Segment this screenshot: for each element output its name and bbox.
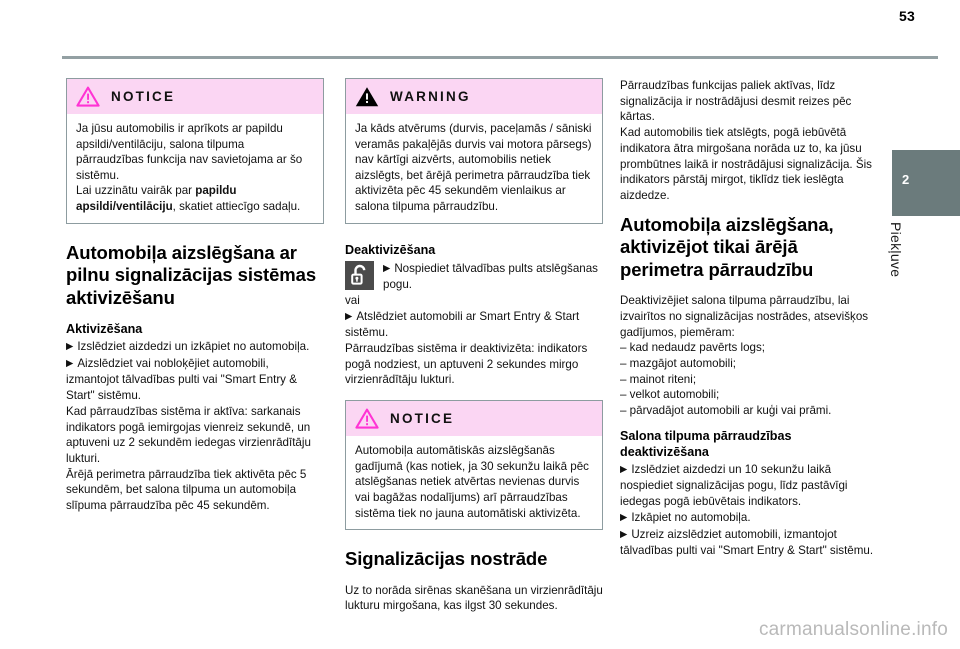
subheading-deactivation: Deaktivizēšana xyxy=(345,242,436,257)
warning-triangle-outline-icon xyxy=(76,86,100,107)
chapter-tab xyxy=(892,150,960,216)
list-item xyxy=(620,510,878,527)
list-item-text: Izslēdziet aizdedzi un 10 sekunžu laikā nospiediet signalizācijas pogu, līdz pastāvīgi iedegas pogā iebūvētais indikators. xyxy=(620,462,848,509)
notice-paragraph-2 xyxy=(76,183,314,214)
arrow-bullet-icon: ▶ xyxy=(66,341,74,353)
unlock-padlock-icon xyxy=(345,261,374,290)
arrow-bullet-icon: ▶ xyxy=(383,262,391,274)
watermark: carmanualsonline.info xyxy=(758,619,948,640)
notice-callout-header xyxy=(67,79,323,114)
list-item-text: Atslēdziet automobili ar Smart Entry & Start sistēmu. xyxy=(345,309,580,340)
notice-callout-header xyxy=(346,401,602,436)
list-item xyxy=(383,261,603,293)
subheading-interior-deactivation: Salona tilpuma pārraudzības deaktivizēšana xyxy=(620,428,792,459)
notice-callout-title: NOTICE xyxy=(111,89,176,104)
notice-callout xyxy=(66,78,324,224)
page-number: 53 xyxy=(899,8,915,24)
list-item: – velkot automobili; xyxy=(620,388,720,402)
exception-list xyxy=(620,340,878,419)
arrow-bullet-icon: ▶ xyxy=(620,463,628,475)
subheading-activation: Aktivizēšana xyxy=(66,322,143,337)
list-item xyxy=(620,462,878,510)
notice-p2-prefix: Lai uzzinātu vairāk par xyxy=(76,184,196,198)
notice-paragraph-1: Automobiļa automātiskās aizslēgšanās gadījumā (kas notiek, ja 30 sekunžu laikā pēc atslēgšanas netiek atvērtas nevienas durvis vai bagāžas nodalījums) arī pārraudzības sistēma tiek no jauna automātiski aktivizēta. xyxy=(355,444,589,520)
chapter-tab-number: 2 xyxy=(902,172,910,187)
warning-paragraph-1: Ja kāds atvērums (durvis, paceļamās / sāniski veramās pakaļējās durvis vai motora pārsegs) nav kārtīgi aizvērts, automobilis netiek aizslēgts, bet ārējā perimetra pārraudzība tiek aktivizēta pēc 45 sekundēm vienlaikus ar salona tilpuma pārraudzību. xyxy=(355,122,592,213)
list-item xyxy=(66,339,324,356)
right-paragraph-1: Pārraudzības funkcijas paliek aktīvas, līdz signalizācija ir nostrādājusi desmit reizes pēc kārtas. xyxy=(620,79,852,124)
middle-paragraph-2: Uz to norāda sirēnas skanēšana un virzienrādītāju lukturu mirgošana, kas ilgst 30 sekundes. xyxy=(345,583,603,613)
notice-callout xyxy=(345,400,603,530)
arrow-bullet-icon: ▶ xyxy=(345,310,353,322)
right-paragraph-2: Kad automobilis tiek atslēgts, pogā iebūvētā indikatora ātra mirgošana norāda uz to, ka jūsu prombūtnes laikā ir nostrādājusi signalizācija. Šis indikators pārstāj mirgot, tiklīdz tiek ieslēgta aizdedze. xyxy=(620,126,872,202)
notice-callout-body xyxy=(346,436,602,529)
notice-callout-body xyxy=(67,114,323,223)
list-item-text: Aizslēdziet vai nobloķējiet automobili, izmantojot tālvadības pulti vai "Smart Entry & Start" sistēmu. xyxy=(66,356,297,403)
arrow-bullet-icon: ▶ xyxy=(620,511,628,523)
notice-callout-title: NOTICE xyxy=(390,411,455,427)
column-left xyxy=(66,78,324,514)
list-item-text: mazgājot automobili; xyxy=(629,356,737,370)
alternative-label: vai xyxy=(345,293,360,307)
left-paragraph-1: Kad pārraudzības sistēma ir aktīva: sarkanais indikators pogā iemirgojas vienreiz sekundē, un aptuveni uz 2 sekundēm iedegas virzienrādītāju lukturi. xyxy=(66,404,311,465)
arrow-bullet-icon: ▶ xyxy=(620,528,628,540)
list-item xyxy=(620,527,878,559)
column-middle xyxy=(345,78,603,614)
warning-callout-title: WARNING xyxy=(390,89,471,104)
right-paragraph-3: Deaktivizējiet salona tilpuma pārraudzību, lai izvairītos no signalizācijas nostrādes, atsevišķos gadījumos, piemēram: xyxy=(620,294,869,339)
list-item-text: kad nedaudz pavērts logs; xyxy=(629,341,766,355)
list-item: – mainot riteni; xyxy=(620,372,697,386)
list-item-text: mainot riteni; xyxy=(629,372,697,386)
middle-paragraph-1: Pārraudzības sistēma ir deaktivizēta: indikators pogā nodziest, un aptuveni 2 sekundes mirgo virzienrādītāju lukturi. xyxy=(345,342,588,387)
list-item: – mazgājot automobili; xyxy=(620,356,737,370)
chapter-tab-label: Piekļuve xyxy=(888,222,904,278)
list-item: – kad nedaudz pavērts logs; xyxy=(620,341,766,355)
warning-triangle-outline-icon xyxy=(355,408,379,429)
section-heading-perimeter-only: Automobiļa aizslēgšana, aktivizējot tikai ārējā perimetra pārraudzību xyxy=(620,213,834,280)
notice-p2-suffix: , skatiet attiecīgo sadaļu. xyxy=(172,199,301,213)
notice-p2-bold: papildu apsildi/ventilāciju xyxy=(76,184,237,213)
unlock-instruction-row xyxy=(345,261,603,293)
list-item-text: Uzreiz aizslēdziet automobili, izmantojot tālvadības pulti vai "Smart Entry & Start" sistēmu. xyxy=(620,527,874,558)
warning-triangle-solid-icon xyxy=(355,86,379,107)
left-paragraph-2: Ārējā perimetra pārraudzība tiek aktivēta pēc 5 sekundēm, bet salona tilpuma un automobiļa slīpuma pārraudzība pēc 45 sekundēm. xyxy=(66,467,307,513)
list-item xyxy=(345,309,603,341)
notice-paragraph-1: Ja jūsu automobilis ir aprīkots ar papildu apsildi/ventilāciju, salona tilpuma pārraudzības funkcija nav savietojama ar šo sistēmu. xyxy=(76,122,303,182)
list-item: – pārvadājot automobili ar kuģi vai prāmi. xyxy=(620,404,832,418)
header-rule xyxy=(62,56,938,59)
list-item-text: Nospiediet tālvadības pults atslēgšanas pogu. xyxy=(383,261,598,292)
warning-callout-body xyxy=(346,114,602,223)
column-right xyxy=(620,78,878,559)
arrow-bullet-icon: ▶ xyxy=(66,357,74,369)
list-item xyxy=(66,356,324,404)
warning-callout xyxy=(345,78,603,224)
section-heading-alarm-triggering: Signalizācijas nostrāde xyxy=(345,548,548,570)
list-item-text: Izslēdziet aizdedzi un izkāpiet no automobiļa. xyxy=(77,340,310,354)
list-item-text: Izkāpiet no automobiļa. xyxy=(631,510,751,524)
list-item-text: pārvadājot automobili ar kuģi vai prāmi. xyxy=(629,404,832,418)
warning-callout-header xyxy=(346,79,602,114)
section-heading-vehicle-locking: Automobiļa aizslēgšana ar pilnu signalizācijas sistēmas aktivizēšanu xyxy=(66,241,317,308)
list-item-text: velkot automobili; xyxy=(629,388,720,402)
